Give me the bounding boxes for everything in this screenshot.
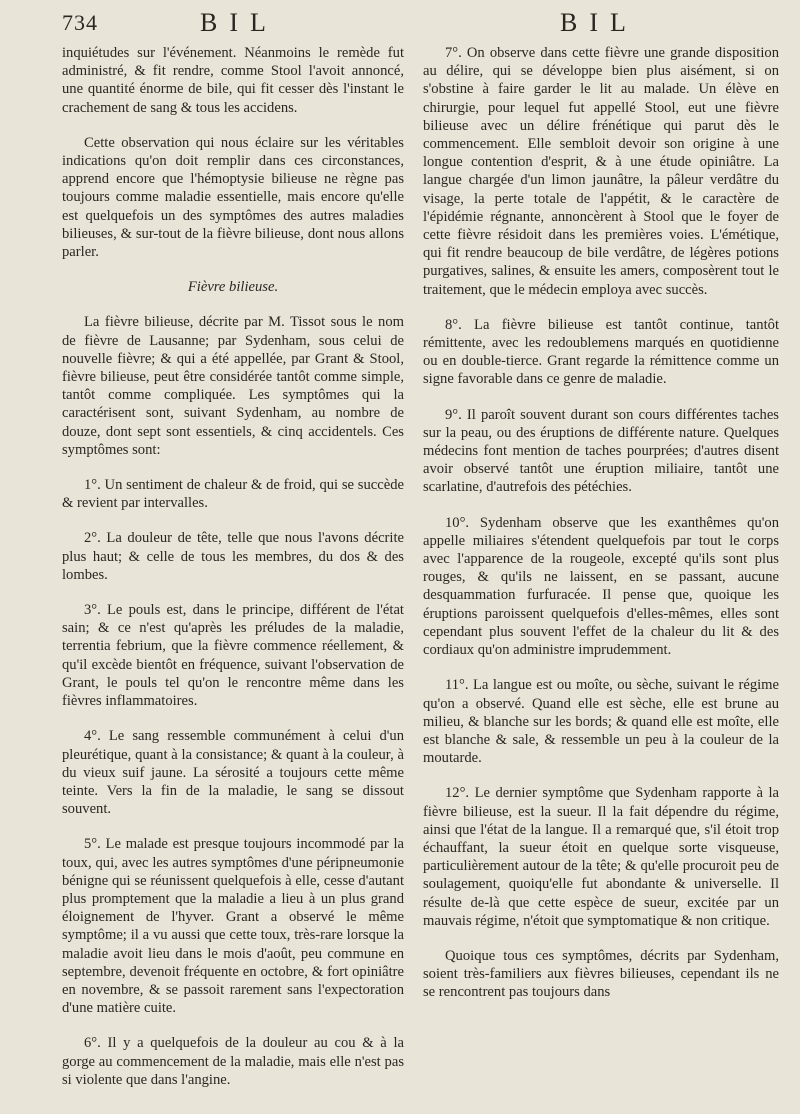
paragraph: 5°. Le malade est presque toujours incommodé par la toux, qui, avec les autres symptômes d'une péripneumonie bénigne qui se réunissent quelquefois à elle, cesse d'autant plus promptement que la maladie a lieu à un plus grand éloignement de l'hyver. Grant a observé le même symptôme; il a vu aussi que cette toux, très-rare lorsque la maladie avoit lieu dans le mois d'août, peu commune en septembre, devenoit fréquente en octobre, & fort opiniâtre en novembre, & se passoit rarement sans l'expectoration d'une matière cuite. bbox=[62, 836, 404, 1017]
running-head-left: BIL bbox=[200, 8, 278, 37]
paragraph: 8°. La fièvre bilieuse est tantôt continue, tantôt rémittente, avec les redoublemens marqués en quotidienne ou en double-tierce. Grant regarde la rémittence comme un signe favorable dans ce genre de maladie. bbox=[423, 316, 779, 388]
paragraph: inquiétudes sur l'événement. Néanmoins le remède fut administré, & fit rendre, comme Stool l'avoit annoncé, une quantité énorme de bile, qui fit cesser dès l'instant le crachement de sang & tous les accidens. bbox=[62, 45, 404, 116]
page-number: 734 bbox=[62, 10, 98, 35]
paragraph: Cette observation qui nous éclaire sur les véritables indications qu'on doit remplir dans ces circonstances, apprend encore que l'hémoptysie bilieuse ne règne pas toujours comme maladie essentielle, mais encore qu'elle est quelquefois un des symptômes des autres maladies bilieuses, & sur-tout de la fièvre bilieuse, dont nous allons parler. bbox=[62, 134, 404, 261]
paragraph: La fièvre bilieuse, décrite par M. Tissot sous le nom de fièvre de Lausanne; par Sydenham, sous celui de nouvelle fièvre; & qui a été appellée, par Grant & Stool, fièvre bilieuse, peut être considérée tantôt comme simple, tantôt comme compliquée. Les symptômes qui la caractérisent sont, suivant Sydenham, au nombre de douze, dont sept sont essentiels, & cinq accidentels. Ces symptômes sont: bbox=[62, 314, 404, 458]
paragraph: 7°. On observe dans cette fièvre une grande disposition au délire, qui se développe bien plus aisément, si on s'obstine à faire garder le lit au malade. Un élève en chirurgie, pour lequel fut appellé Stool, eut une fièvre bilieuse avec un délire frénétique qui parut dès le commencement. Elle sembloit devoir son origine à une longue contention d'esprit, & à une étude opiniâtre. La langue chargée d'un limon jaunâtre, la pâleur verdâtre du visage, la perte totale de l'appétit, & le caractère de l'épidémie régnante, annoncèrent à Stool que le foyer de cette fièvre résidoit dans les premières voies. L'émétique, qui fit rendre beaucoup de bile verdâtre, de légères potions purgatives, salines, & ensuite les amers, composèrent tout le traitement, que le médecin employa avec succès. bbox=[423, 45, 779, 298]
paragraph: 10°. Sydenham observe que les exanthêmes qu'on appelle miliaires s'étendent quelquefois par tout le corps avec l'apparence de la rougeole, excepté qu'ils sont plus rouges, & qu'ils ne laissent, en se passant, aucune desquammation furfuracée. Il pense que, quoique les éruptions paroissent quelquefois d'elles-mêmes, elles sont cependant plus souvent l'effet de la chaleur du lit & des cordiaux qu'on administre imprudemment. bbox=[423, 514, 779, 659]
paragraph: 2°. La douleur de tête, telle que nous l'avons décrite plus haut; & celle de tous les membres, du dos & des lombes. bbox=[62, 530, 404, 583]
paragraph: 4°. Le sang ressemble communément à celui d'un pleurétique, quant à la consistance; & quant à la couleur, à du vieux suif jaune. La sérosité a toujours cette même teinte. Vers la fin de la maladie, le sang se dissout souvent. bbox=[62, 728, 404, 818]
paragraph: 9°. Il paroît souvent durant son cours différentes taches sur la peau, ou des éruptions de différente nature. Quelques médecins font mention de taches pourprées; d'autres disent avoir observé tantôt une éruption miliaire, tantôt une scarlatine, d'autrefois des pétéchies. bbox=[423, 406, 779, 496]
paragraph: 1°. Un sentiment de chaleur & de froid, qui se succède & revient par intervalles. bbox=[62, 477, 404, 512]
paragraph: 3°. Le pouls est, dans le principe, différent de l'état sain; & ce n'est qu'après les préludes de la maladie, terrentia febrium, que la fièvre commence réellement, & qu'il excède bientôt en fréquence, suivant l'observation de Grant, le pouls tel qu'on le rencontre même dans les fièvres inflammatoires. bbox=[62, 602, 404, 710]
paragraph: 6°. Il y a quelquefois de la douleur au cou & à la gorge au commencement de la maladie, mais elle n'est pas si violente que dans l'angine. bbox=[62, 1035, 404, 1088]
paragraph: Quoique tous ces symptômes, décrits par Sydenham, soient très-familiers aux fièvres bilieuses, cependant ils ne se rencontrent pas toujours dans bbox=[423, 947, 779, 1001]
paragraph: 12°. Le dernier symptôme que Sydenham rapporte à la fièvre bilieuse, est la sueur. Il la fait dépendre du régime, ainsi que l'état de la langue. Il a remarqué que, s'il étoit trop échauffant, la sueur étoit en quelque sorte visqueuse, particulièrement autour de la tête; & qu'elle procuroit peu de soulagement, quoiqu'elle fut abondante & universelle. Il résulte de-là que cette espèce de sueur, excitée par un mauvais régime, n'étoit que symptomatique & non critique. bbox=[423, 785, 779, 929]
left-column bbox=[62, 44, 404, 1089]
paragraph: 11°. La langue est ou moîte, ou sèche, suivant le régime qu'on a observé. Quand elle est sèche, elle est brune au milieu, & blanche sur les bords; & quand elle est moîte, elle est blanche & sale, & ressemble un peu à la couleur de la moutarde. bbox=[423, 677, 779, 767]
section-heading: Fièvre bilieuse. bbox=[187, 279, 279, 296]
right-column bbox=[423, 44, 779, 1002]
running-head-right: BIL bbox=[560, 8, 638, 37]
